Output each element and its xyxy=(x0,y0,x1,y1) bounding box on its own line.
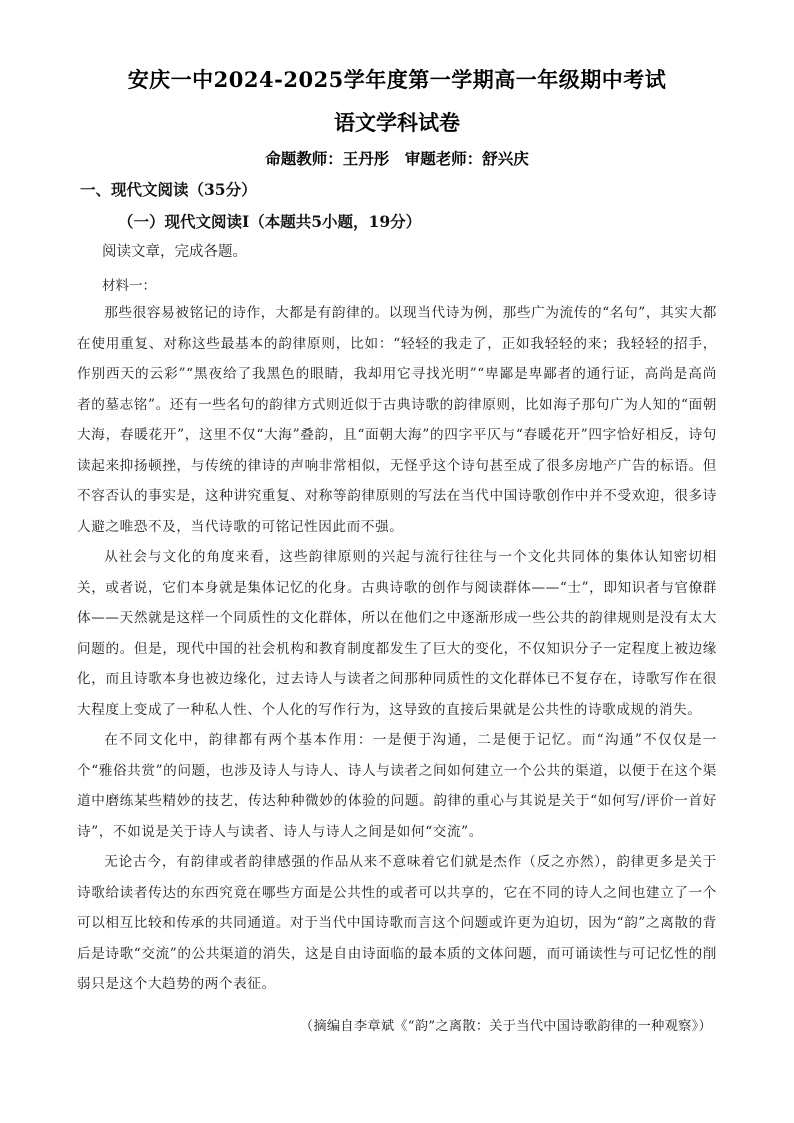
paragraph-text: 无论古今，有韵律或者韵律感强的作品从来不意味着它们就是杰作（反之亦然），韵律更多是关于诗歌给读者传达的东西究竟在哪些方面是公共性的或者可以共享的，它在不同的诗人之间也建立了一个可以相互比较和传承的共同通道。对于当代中国诗歌而言这个问题或许更为迫切，因为“韵”之离散的背后是诗歌“交流”的公共渠道的消失，这是自由诗面临的最本质的文体问题，而可诵读性与可记忆性的削弱只是这个大趋势的两个表征。 xyxy=(77,854,717,992)
paragraph-text: 从社会与文化的角度来看，这些韵律原则的兴起与流行往往与一个文化共同体的集体认知密切相关，或者说，它们本身就是集体记忆的化身。古典诗歌的创作与阅读群体——“士”，即知识者与官僚群体——天然就是这样一个同质性的文化群体，所以在他们之中逐渐形成一些公共的韵律规则是没有太大问题的。但是，现代中国的社会机构和教育制度都发生了巨大的变化，不仅知识分子一定程度上被边缘化，而且诗歌本身也被边缘化，过去诗人与读者之间那种同质性的文化群体已不复存在，诗歌写作在很大程度上变成了一种私人性、个人化的写作行为，这导致的直接后果就是公共性的诗歌成规的消失。 xyxy=(77,549,717,718)
section-heading: 一、现代文阅读（35分） xyxy=(80,180,257,199)
paragraph-text: 在不同文化中，韵律都有两个基本作用：一是便于沟通，二是便于记忆。而“沟通”不仅仅是一个“雅俗共赏”的问题，也涉及诗人与诗人、诗人与读者之间如何建立一个公共的渠道，以便于在这个渠道中磨练某些精妙的技艺，传达种种微妙的体验的问题。韵律的重心与其说是关于“如何写/评价一首好诗”，不如说是关于诗人与读者、诗人与诗人之间是如何“交流”。 xyxy=(77,732,717,840)
teachers-line: 命题教师：王丹彤 审题老师：舒兴庆 xyxy=(265,149,529,168)
exam-subtitle: 语文学科试卷 xyxy=(334,110,460,135)
instruction-text: 阅读文章，完成各题。 xyxy=(102,244,247,260)
passage-paragraph xyxy=(77,725,717,847)
paragraph-text: 那些很容易被铭记的诗作，大都是有韵律的。以现当代诗为例，那些广为流传的“名句”，其实大都在使用重复、对称这些最基本的韵律原则，比如：“轻轻的我走了，正如我轻轻的来；我轻轻的招手，作别西天的云彩”“黑夜给了我黑色的眼睛，我却用它寻找光明”“卑鄙是卑鄙者的通行证，高尚是高尚者的墓志铭”。还有一些名句的韵律方式则近似于古典诗歌的韵律原则，比如海子那句广为人知的“面朝大海，春暖花开”，这里不仅“大海”叠韵，且“面朝大海”的四字平仄与“春暖花开”四字恰好相反，诗句读起来抑扬顿挫，与传统的律诗的声响非常相似，无怪乎这个诗句甚至成了很多房地产广告的标语。但不容否认的事实是，这种讲究重复、对称等韵律原则的写法在当代中国诗歌创作中并不受欢迎，很多诗人避之唯恐不及，当代诗歌的可铭记性因此而不强。 xyxy=(77,305,717,535)
subsection-heading: （一）现代文阅读Ⅰ（本题共5小题，19分） xyxy=(118,212,422,231)
passage-paragraph xyxy=(77,298,717,542)
passage-paragraph xyxy=(77,847,717,1000)
material-label: 材料一： xyxy=(102,278,156,294)
source-citation: （摘编自李章斌《“韵”之离散：关于当代中国诗歌韵律的一种观察》） xyxy=(299,1019,712,1034)
exam-title: 安庆一中2024-2025学年度第一学期高一年级期中考试 xyxy=(127,67,667,92)
passage-paragraph xyxy=(77,542,717,725)
